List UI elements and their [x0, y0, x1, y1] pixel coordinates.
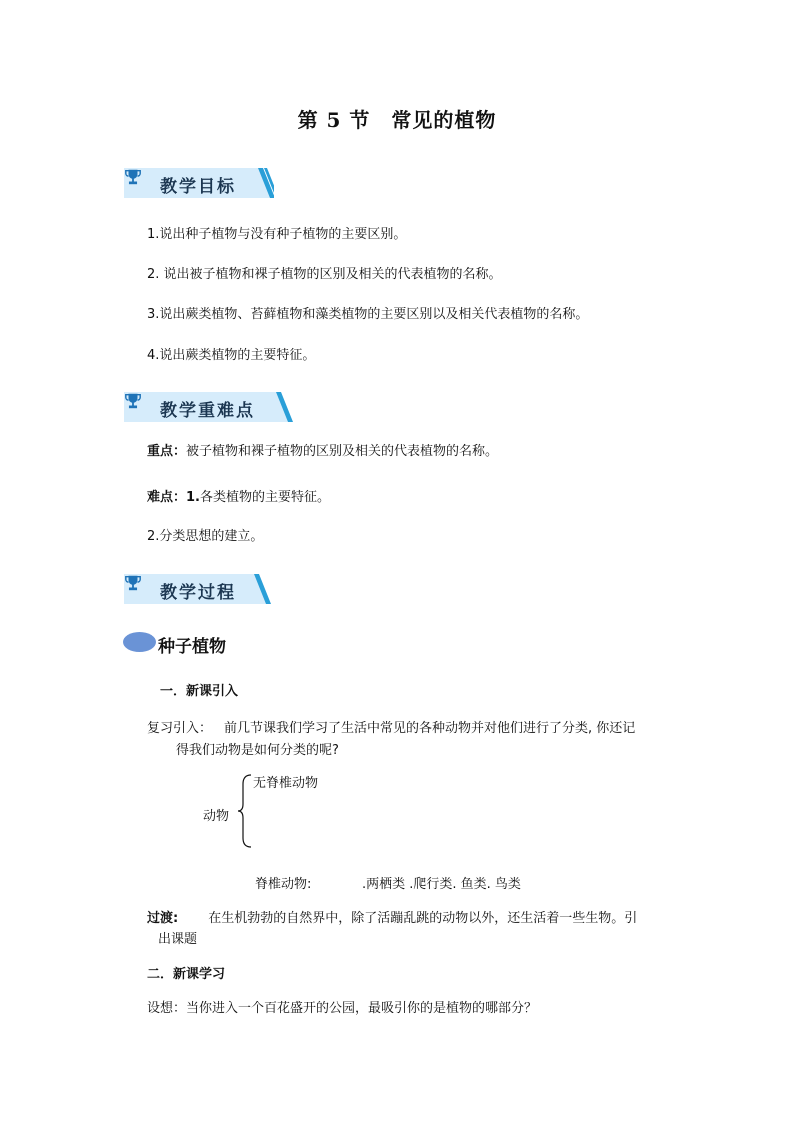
difficulty-label: 难点：	[147, 490, 187, 505]
step-heading-2: 二．新课学习	[147, 967, 226, 982]
section-title: 教学目标	[160, 177, 236, 197]
vertebrate-items: .两栖类 .爬行类. 鱼类. 鸟类	[362, 877, 521, 892]
subtopic-title: 种子植物	[158, 637, 226, 657]
vertebrate-label: 脊椎动物:	[255, 877, 312, 892]
difficulty-item-2: 2.分类思想的建立。	[147, 529, 264, 544]
review-line-1	[147, 720, 635, 738]
review-text: 前几节课我们学习了生活中常见的各种动物并对他们进行了分类, 你还记	[224, 721, 636, 736]
difficulty-text: 各类植物的主要特征。	[200, 490, 331, 505]
focus-text: 被子植物和裸子植物的区别及相关的代表植物的名称。	[186, 444, 499, 459]
page-title: 第 5 节 常见的植物	[297, 108, 497, 132]
transition-text: 在生机勃勃的自然界中，除了活蹦乱跳的动物以外，还生活着一些生物。引	[208, 911, 638, 926]
step-heading-1: 一．新课引入	[160, 684, 239, 699]
section-title: 教学过程	[160, 583, 236, 603]
transition-line-2: 出课题	[158, 932, 198, 947]
focus-label: 重点：	[147, 444, 187, 459]
goal-item-1: 1.说出种子植物与没有种子植物的主要区别。	[147, 227, 407, 242]
trophy-icon	[124, 392, 142, 410]
question-line: 设想：当你进入一个百花盛开的公园，最吸引你的是植物的哪部分？	[147, 1001, 538, 1016]
diagram-root: 动物	[203, 809, 230, 824]
goal-item-4: 4.说出蕨类植物的主要特征。	[147, 348, 316, 363]
goal-item-2: 2. 说出被子植物和裸子植物的区别及相关的代表植物的名称。	[147, 267, 502, 282]
trophy-icon	[124, 574, 142, 592]
section-header-process	[124, 574, 274, 604]
section-header-goals	[124, 168, 274, 198]
diagram-invertebrate: 无脊椎动物	[253, 776, 319, 791]
section-header-key-points	[124, 392, 294, 422]
goal-item-3: 3.说出蕨类植物、苔藓植物和藻类植物的主要区别以及相关代表植物的名称。	[147, 307, 589, 322]
bullet-oval-icon	[123, 632, 156, 652]
difficulty-number: 1.	[186, 490, 200, 505]
section-title: 教学重难点	[160, 401, 255, 421]
review-line-2: 得我们动物是如何分类的呢?	[176, 743, 339, 758]
difficulty-line	[147, 489, 330, 507]
transition-label: 过渡:	[147, 911, 179, 926]
transition-line-1	[147, 910, 637, 928]
review-label: 复习引入：	[147, 721, 213, 736]
trophy-icon	[124, 168, 142, 186]
focus-line	[147, 443, 498, 461]
